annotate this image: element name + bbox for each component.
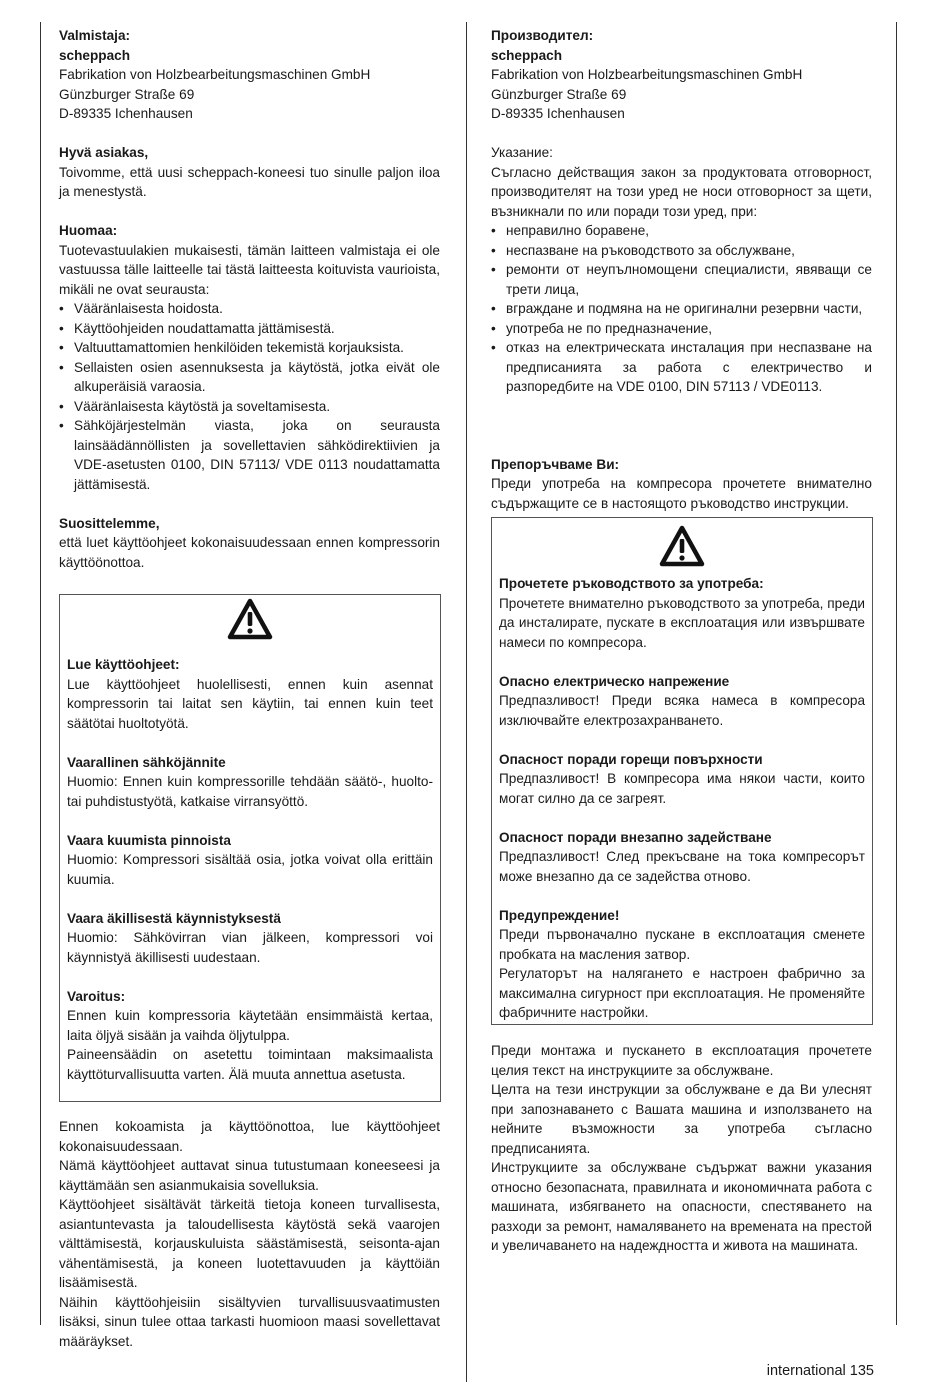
- note-text: Съгласно действащия закон за продуктовата отговорност, производителят на този уред не носи отговорност за щети, възникнали по или поради този уред, при:: [491, 164, 872, 219]
- box-read-title: Lue käyttöohjeet:: [67, 657, 180, 672]
- recommend-title: Препоръчваме Ви:: [491, 456, 620, 472]
- box-voltage-title: Vaarallinen sähköjännite: [67, 754, 226, 770]
- manufacturer-city: D-89335 Ichenhausen: [59, 106, 193, 121]
- note-list: [59, 299, 440, 494]
- box-read-title: Прочетете ръководството за употреба:: [499, 576, 764, 591]
- outro-paragraph: Инструкциите за обслужване съдържат важни указания относно безопасната, правилната и икономичната работа с машината, избягването на опасности, спестяването на разходи за ремонт, намаляването на времената на престой и увеличаването на надеждността и живота на машината.: [491, 1160, 872, 1253]
- warning-triangle-icon: [67, 597, 433, 645]
- list-item: • вграждане и подмяна на не оригинални резервни части,: [491, 299, 872, 319]
- page-footer: international 135: [766, 1363, 874, 1379]
- recommend-text: Преди употреба на компресора прочетете внимателно съдържащите се в настоящото ръководство инструкции.: [491, 476, 872, 511]
- greeting-text: Toivomme, että uusi scheppach-koneesi tuo sinulle paljon iloa ja menestystä.: [59, 164, 440, 199]
- manufacturer-block: [59, 26, 440, 124]
- list-item: • отказ на електрическата инсталация при неспазване на предписанията за работа с електричество и разпоредбите на VDE 0100, DIN 57113 / VDE0113.: [491, 338, 872, 397]
- manufacturer-company: Fabrikation von Holzbearbeitungsmaschinen GmbH: [59, 67, 371, 82]
- list-item: • неспазване на ръководството за обслужване,: [491, 241, 872, 261]
- box-warning-text-2: Paineensäädin on asetettu toimintaan maksimaalista käyttöturvallisuutta varten. Älä muuta annettua asetusta.: [67, 1047, 433, 1082]
- note-list: [491, 221, 872, 397]
- box-hot-title: Опасност поради горещи повърхности: [499, 751, 763, 767]
- manufacturer-street: Günzburger Straße 69: [59, 86, 195, 102]
- recommend-title: Suosittelemme,: [59, 515, 160, 531]
- box-warning-text-1: Ennen kuin kompressoria käytetään ensimmäistä kertaa, laita öljyä sisään ja vaihda öljytulppa.: [67, 1008, 433, 1043]
- outro-paragraph: Näihin käyttöohjeisiin sisältyvien turvallisuusvaatimusten lisäksi, sinun tulee ottaa tarkasti huomioon maasi sovellettavat määräykset.: [59, 1294, 440, 1349]
- box-warning-text-1: Преди първоначално пускане в експлоатация сменете пробката на масления затвор.: [499, 927, 865, 962]
- outro-paragraph: Целта на тези инструкции за обслужване е да Ви улеснят при запознаването с Вашата машина и използването на нейните възможности за употреба съгласно предписанията.: [491, 1082, 872, 1156]
- manufacturer-block: [491, 26, 872, 124]
- list-item: • Vääränlaisesta käytöstä ja soveltamisesta.: [59, 397, 440, 417]
- box-start-title: Опасност поради внезапно задействане: [499, 829, 772, 845]
- list-item: • неправилно боравене,: [491, 221, 872, 241]
- box-voltage-text: Предпазливост! Преди всяка намеса в компресора изключвайте електрозахранването.: [499, 693, 865, 728]
- center-column-rule: [466, 22, 467, 1382]
- box-voltage-title: Опасно електрическо напрежение: [499, 673, 730, 689]
- box-warning-title: Varoitus:: [67, 988, 126, 1004]
- list-item: • ремонти от неупълномощени специалисти, явяващи се трети лица,: [491, 260, 872, 299]
- greeting-block: [59, 143, 440, 202]
- safety-warning-box: [491, 517, 873, 1025]
- greeting-title: Hyvä asiakas,: [59, 145, 149, 160]
- manufacturer-title: Производител:: [491, 28, 594, 43]
- outro-paragraph: Käyttöohjeet sisältävät tärkeitä tietoja koneen turvallisesta, asiantuntevasta ja taloudellisesta käytöstä sekä vaarojen välttämisestä, korjauskuluista säästämisestä, seisonta-ajan vähentämisestä, ja koneen luotettavuuden ja käyttöiän lisäämisestä.: [59, 1197, 440, 1290]
- box-hot-text: Предпазливост! В компресора има някои части, които могат силно да се загреят.: [499, 771, 865, 806]
- recommendation-block: [59, 514, 440, 573]
- box-start-text: Предпазливост! След прекъсване на тока компресорът може внезапно да се задейства отново.: [499, 849, 865, 884]
- list-item: • Käyttöohjeiden noudattamatta jättämisestä.: [59, 319, 440, 339]
- recommendation-block: [491, 455, 872, 514]
- outro-block: [59, 1117, 440, 1351]
- box-warning-text-2: Регулаторът на налягането е настроен фабрично за максимална сигурност при експлоатация. Не променяйте фабричните настройки.: [499, 966, 865, 1020]
- box-warning-title: Предупреждение!: [499, 907, 620, 923]
- list-item: • Vääränlaisesta hoidosta.: [59, 299, 440, 319]
- manufacturer-company: Fabrikation von Holzbearbeitungsmaschinen GmbH: [491, 67, 803, 82]
- box-hot-text: Huomio: Kompressori sisältää osia, jotka voivat olla erittäin kuumia.: [67, 852, 433, 887]
- right-column: [491, 26, 872, 1256]
- note-title: Указание:: [491, 145, 553, 160]
- manufacturer-title: Valmistaja:: [59, 28, 131, 43]
- outro-paragraph: Ennen kokoamista ja käyttöönottoa, lue käyttöohjeet kokonaisuudessaan.: [59, 1119, 440, 1154]
- warning-triangle-icon: [499, 524, 865, 572]
- left-column: [59, 26, 440, 1351]
- box-start-text: Huomio: Sähkövirran vian jälkeen, kompressori voi käynnistyä äkillisesti uudestaan.: [67, 930, 433, 965]
- note-text: Tuotevastuulakien mukaisesti, tämän laitteen valmistaja ei ole vastuussa tälle laitteelle tai tästä laitteesta koituvista vaurioista, mikäli ne ovat seurausta:: [59, 242, 440, 297]
- right-margin-rule: [896, 22, 897, 1325]
- liability-note: [491, 143, 872, 397]
- box-hot-title: Vaara kuumista pinnoista: [67, 832, 231, 848]
- list-item: • Sähköjärjestelmän viasta, joka on seurausta lainsäädännöllisten ja sovellettavien sähködirektiivien ja VDE-asetusten 0100, DIN 57113/ VDE 0113 noudattamatta jättämisestä.: [59, 416, 440, 494]
- list-item: • употреба не по предназначение,: [491, 319, 872, 339]
- outro-block: [491, 1041, 872, 1256]
- liability-note: [59, 221, 440, 494]
- manufacturer-brand: scheppach: [491, 47, 563, 63]
- recommend-text: että luet käyttöohjeet kokonaisuudessaan ennen kompressorin käyttöönottoa.: [59, 535, 440, 570]
- list-item: • Sellaisten osien asennuksesta ja käytöstä, jotka eivät ole alkuperäisiä varaosia.: [59, 358, 440, 397]
- outro-paragraph: Преди монтажа и пускането в експлоатация прочетете целия текст на инструкциите за обслужване.: [491, 1043, 872, 1078]
- box-start-title: Vaara äkillisestä käynnistyksestä: [67, 910, 281, 926]
- box-voltage-text: Huomio: Ennen kuin kompressorille tehdään säätö-, huolto- tai puhdistustyötä, katkaise virransyöttö.: [67, 774, 433, 809]
- manufacturer-brand: scheppach: [59, 47, 131, 63]
- outro-paragraph: Nämä käyttöohjeet auttavat sinua tutustumaan koneeseesi ja käyttämään sen asianmukaisia sovelluksia.: [59, 1158, 440, 1193]
- manufacturer-street: Günzburger Straße 69: [491, 86, 627, 102]
- note-title: Huomaa:: [59, 223, 118, 238]
- safety-warning-box: [59, 594, 441, 1102]
- box-read-text: Lue käyttöohjeet huolellisesti, ennen kuin asennat kompressorin tai laitat sen käytiin, tai ennen kuin teet säätötai huoltotyötä.: [67, 676, 433, 731]
- list-item: • Valtuuttamattomien henkilöiden tekemistä korjauksista.: [59, 338, 440, 358]
- box-read-text: Прочетете внимателно ръководството за употреба, преди да инсталирате, пускате в експлоатация или извършвате намеси по компресора.: [499, 595, 865, 650]
- manufacturer-city: D-89335 Ichenhausen: [491, 106, 625, 121]
- left-margin-rule: [40, 22, 41, 1325]
